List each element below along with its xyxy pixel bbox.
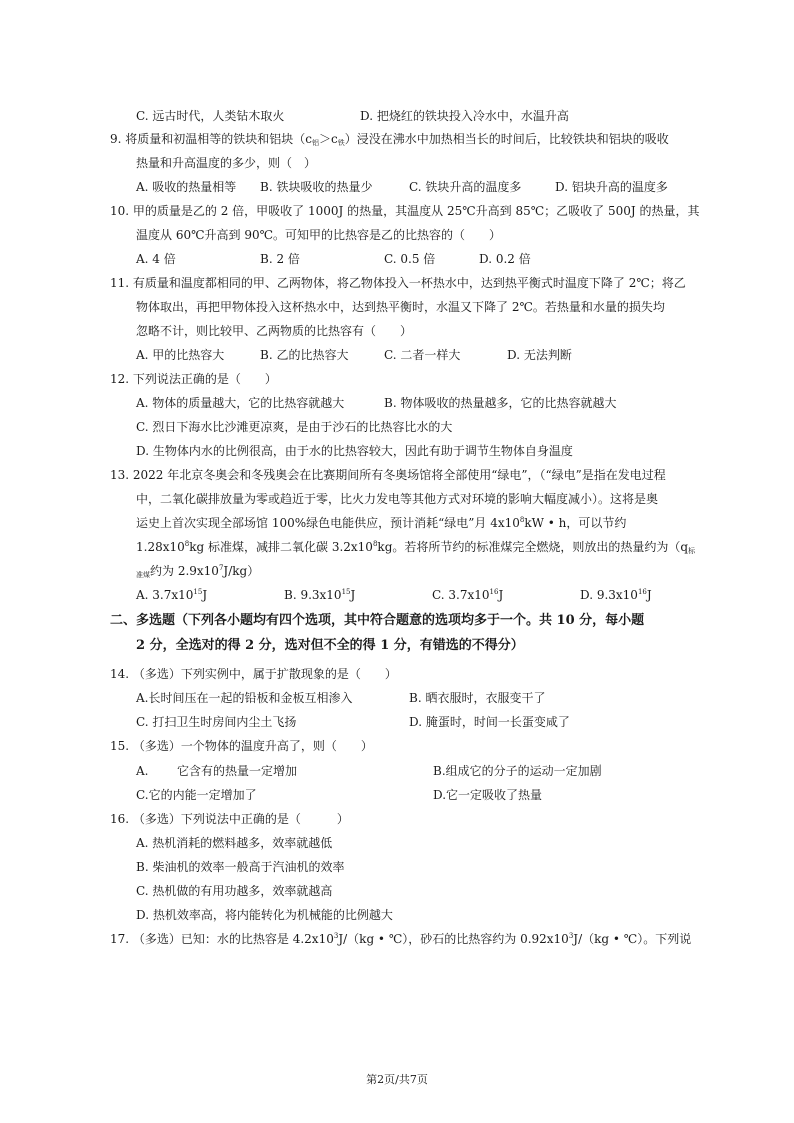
q12-option-a: A. 物体的质量越大，它的比热容就越大 (136, 396, 345, 410)
q12-option-b: B. 物体吸收的热量越多，它的比热容就越大 (384, 396, 617, 410)
q12-stem: 12. 下列说法正确的是（ ） (110, 372, 277, 386)
q9-option-b: B. 铁块吸收的热量少 (260, 180, 373, 194)
q9-option-d: D. 铝块升高的温度多 (555, 180, 668, 194)
q15-option-a-label: A. (136, 764, 149, 778)
page-number: 第2页/共7页 (366, 1073, 428, 1086)
q11-stem-line3: 忽略不计，则比较甲、乙两物质的比热容有（ ） (136, 324, 413, 338)
q10-option-d: D. 0.2 倍 (479, 252, 531, 266)
q11-option-d: D. 无法判断 (507, 348, 572, 362)
q15-option-b: B.组成它的分子的运动一定加剧 (433, 764, 602, 778)
q10-option-c: C. 0.5 倍 (384, 252, 436, 266)
q14-option-a: A.长时间压在一起的铅板和金板互相渗入 (136, 691, 353, 705)
q15-option-a: 它含有的热量一定增加 (177, 764, 298, 778)
q9-option-a: A. 吸收的热量相等 (136, 180, 237, 194)
q16-option-b: B. 柴油机的效率一般高于汽油机的效率 (136, 860, 345, 874)
q16-stem: 16. （多选）下列说法中正确的是（ ） (110, 812, 349, 826)
q8-option-d: D. 把烧红的铁块投入冷水中，水温升高 (360, 109, 569, 123)
q15-option-d: D.它一定吸收了热量 (433, 788, 543, 802)
q9-stem-line1: 9. 将质量和初温相等的铁块和铝块（c铝＞c铁）浸没在沸水中加热相当长的时间后，比较铁块和铝块的吸收 (110, 132, 669, 147)
q11-option-a: A. 甲的比热容大 (136, 348, 225, 362)
q13-option-b: B. $9.3x10^{15}J$ (284, 588, 356, 602)
q13-option-c: C. $3.7x10^{16}J$ (432, 588, 504, 602)
q14-option-c: C. 打扫卫生时房间内尘土飞扬 (136, 715, 297, 729)
q15-stem: 15. （多选）一个物体的温度升高了，则（ ） (110, 739, 373, 753)
q12-option-d: D. 生物体内水的比例很高，由于水的比热容较大，因此有助于调节生物体自身温度 (136, 444, 573, 458)
q13-option-d: D. $9.3x10^{16}J$ (580, 588, 652, 602)
q16-option-a: A. 热机消耗的燃料越多，效率就越低 (136, 836, 333, 850)
q13-stem-line1: 13. 2022 年北京冬奥会和冬残奥会在比赛期间所有冬奥场馆将全部使用“绿电”，（“绿电”是指在发电过程 (110, 468, 666, 482)
q16-option-c: C. 热机做的有用功越多，效率就越高 (136, 884, 333, 898)
q10-option-b: B. 2 倍 (260, 252, 300, 266)
q12-option-c: C. 烈日下海水比沙滩更凉爽，是由于沙石的比热容比水的大 (136, 420, 453, 434)
q16-option-d: D. 热机效率高，将内能转化为机械能的比例越大 (136, 908, 393, 922)
q14-option-d: D. 腌蛋时，时间一长蛋变咸了 (409, 715, 570, 729)
q17-stem-line1: 17. （多选）已知：水的比热容是 $4.2x10^3J/(kg$ • ℃），砂石的比热容约为 $0.92x10^3J/(kg$ • ℃）。下列说 (110, 932, 692, 946)
section2-heading-line2: 2 分，全选对的得 2 分，选对但不全的得 1 分，有错选的不得分） (136, 638, 524, 653)
q14-stem: 14. （多选）下列实例中，属于扩散现象的是（ ） (110, 667, 397, 681)
q11-option-c: C. 二者一样大 (384, 348, 461, 362)
q9-option-c: C. 铁块升高的温度多 (409, 180, 522, 194)
q13-option-a: A. $3.7x10^{15}J$ (136, 588, 208, 602)
q11-option-b: B. 乙的比热容大 (260, 348, 349, 362)
q8-option-c: C. 远古时代，人类钻木取火 (136, 109, 285, 123)
q14-option-b: B. 晒衣服时，衣服变干了 (409, 691, 546, 705)
q11-stem-line1: 11. 有质量和温度都相同的甲、乙两物体，将乙物体投入一杯热水中，达到热平衡式时温度下降了 2℃；将乙 (110, 276, 686, 290)
q13-stem-line4: $1.28x10^8kg$ 标准煤，减排二氧化碳 $3.2x10^8kg$。若将所节约的标准煤完全燃烧，则放出的热量约为（q标 (136, 540, 696, 555)
q15-option-c: C.它的内能一定增加了 (136, 788, 257, 802)
q10-stem-line1: 10. 甲的质量是乙的 2 倍，甲吸收了 1000J 的热量，其温度从 25℃升高到 85℃；乙吸收了 500J 的热量，其 (110, 204, 700, 218)
q10-stem-line2: 温度从 60℃升高到 90℃。可知甲的比热容是乙的比热容的（ ） (136, 228, 502, 242)
q13-stem-line2: 中，二氧化碳排放量为零或趋近于零，比火力发电等其他方式对环境的影响大幅度减小）。这将是奥 (136, 492, 659, 506)
q13-stem-line5: 准煤约为 $2.9x10^7J/kg$） (136, 564, 260, 579)
q9-stem-line2: 热量和升高温度的多少，则（ ） (136, 156, 317, 170)
q11-stem-line2: 物体取出，再把甲物体投入这杯热水中，达到热平衡时，水温又下降了 2℃。若热量和水量的损失均 (136, 300, 665, 314)
section2-heading-line1: 二、多选题（下列各小题均有四个选项，其中符合题意的选项均多于一个。共 10 分，每小题 (110, 613, 645, 628)
q10-option-a: A. 4 倍 (136, 252, 176, 266)
q13-stem-line3: 运史上首次实现全部场馆 100%绿色电能供应，预计消耗“绿电”月 $4x10^8kW$ • h，可以节约 (136, 516, 627, 530)
